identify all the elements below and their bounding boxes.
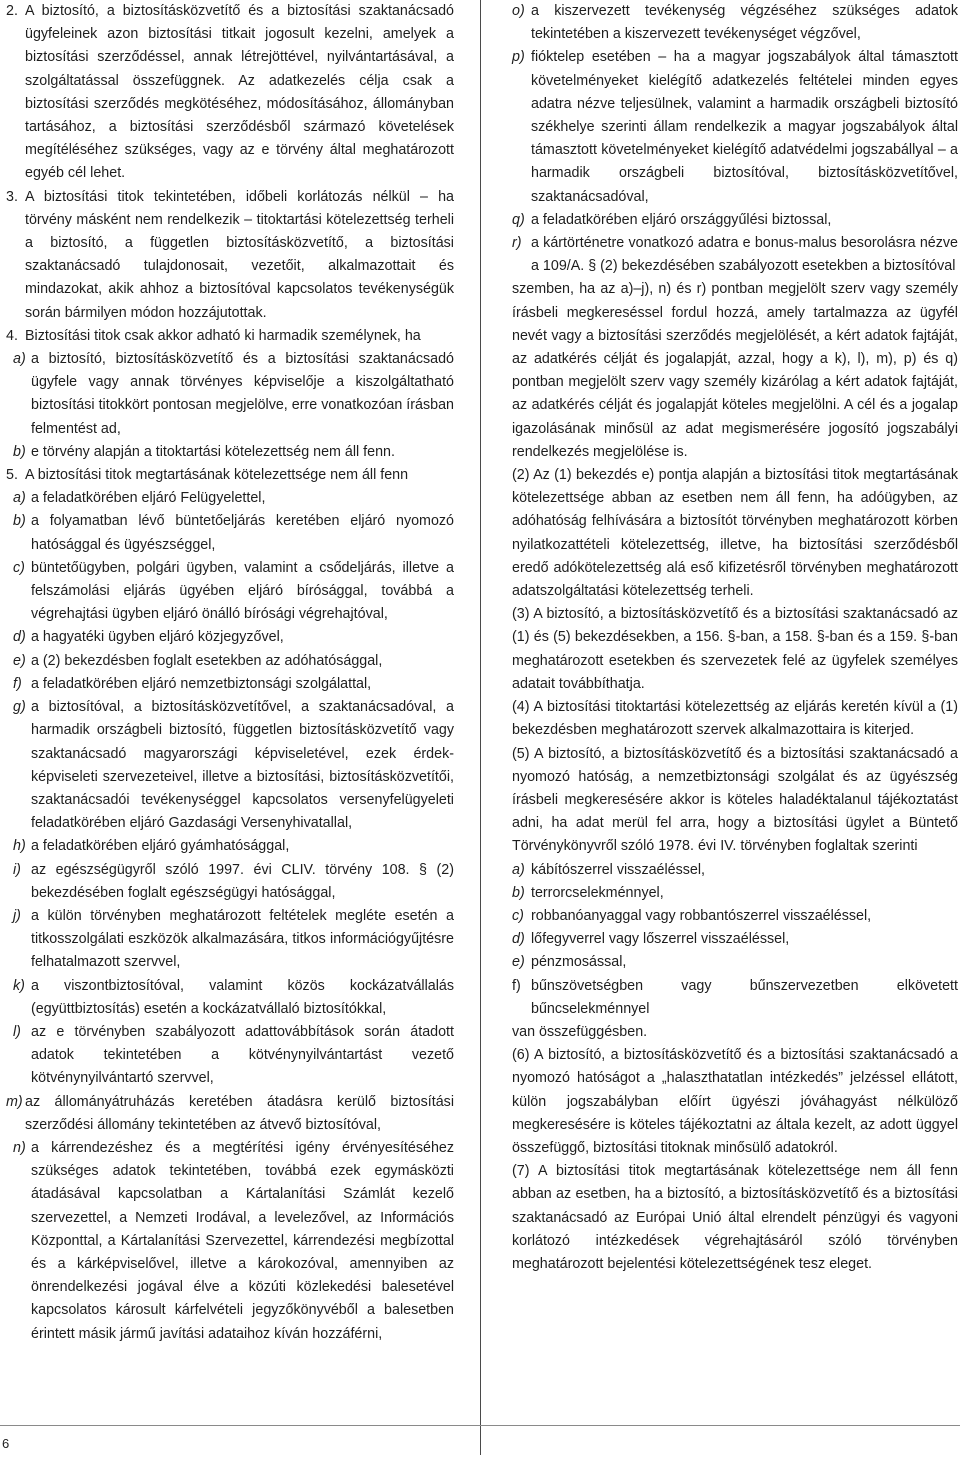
list-text: terrorcselekménnyel, [531, 884, 664, 901]
list-item [6, 859, 454, 905]
list-label: d) [13, 629, 26, 646]
list-label: r) [512, 235, 522, 252]
list-text: a viszontbiztosítóval, valamint közös kockázatvállalás (együttbiztosítás) esetén a kockázatvállaló biztosítókkal, [31, 977, 454, 1017]
list-label: h) [13, 838, 26, 855]
paragraph-2 [6, 0, 454, 186]
list-label: n) [13, 1139, 26, 1156]
paragraph-5 [6, 464, 454, 487]
list-text: e törvény alapján a titoktartási kötelezettség nem áll fenn. [31, 443, 395, 460]
list-text: fióktelep esetében – ha a magyar jogszabályok által támasztott követelményeket kielégítő adatkezelés feltételei minden egyes adatra nézve teljesülnek, valamint a harmadik országbeli biztosító székhelye szerinti állam rendelkezik a magyar jogszabályok által támasztott követelményeket kielégítő adatvédelmi jogszabállyal – a harmadik országbeli biztosítóval, biztosításközvetítővel, szaktanácsadóval, [531, 49, 958, 205]
list-item [6, 905, 454, 975]
list-item [512, 0, 958, 46]
paragraph-text: A biztosítási titok megtartásának kötelezettsége nem áll fenn [25, 467, 409, 484]
list-text: a hagyatéki ügyben eljáró közjegyzővel, [31, 629, 284, 646]
list-text: bűnszövetségben vagy bűnszervezetben elkövetett bűncselekménnyel [531, 977, 958, 1017]
list-label: a) [13, 351, 26, 368]
continuation-paragraph: szemben, ha az a)–j), n) és r) pontban megjelölt szerv vagy személy írásbeli megkereséssel fordul hozzá, amely tartalmazza az ügyfél nevét vagy a biztosítási szerződés megjelölését, a kért adatok fajtáját, az adatkérés célját és jogalapját, azzal, hogy a k), l), m), p) és q) pontban megjelölt szerv vagy személy kizárólag a kért adatok fajtáját, az adatkérés célját és jogalapját köteles megjelölni. A cél és a jogalap igazolásának minősül az adat megismerésére jogosító jogszabályi rendelkezés megjelölése is. [512, 281, 958, 460]
section-2: (2) Az (1) bekezdés e) pontja alapján a biztosítási titok megtartásának kötelezettsége abban az esetben nem áll fenn, ha adóügyben, az adóhatóság felhívására a biztosítót törvényben meghatározott körben nyilatkozattételi kötelezettség, illetve, ha biztosítási szerződésből eredő adókötelezettség alá eső kifizetésről törvényben meghatározott adatszolgáltatási kötelezettség terheli. [512, 467, 958, 600]
list-label: d) [512, 931, 525, 948]
list-text: lőfegyverrel vagy lőszerrel visszaéléssel, [531, 931, 790, 948]
list-text: a (2) bekezdésben foglalt esetekben az adóhatósággal, [31, 652, 383, 669]
list-text: kábítószerrel visszaéléssel, [531, 861, 706, 878]
list-item [512, 928, 958, 951]
list-item [6, 696, 454, 835]
list-item [6, 487, 454, 510]
paragraph-number: 2. [6, 3, 18, 19]
list-text: az állományátruházás keretében átadásra kerülő biztosítási szerződési állomány tekintetében az átvevő biztosítóval, [25, 1093, 454, 1133]
section-6: (6) A biztosító, a biztosításközvetítő és a biztosítási szaktanácsadó a nyomozó hatóságot a „halaszthatatlan intézkedés” jelzéssel ellátott, külön jogszabályban előírt ügyészi jóváhagyást nélkülöző megkeresésére is köteles tájékoztatni az általa kezelt, az adott üggyel összefüggő, biztosítási titoknak minősülő adatokról. [512, 1047, 958, 1156]
list-item [6, 1137, 454, 1346]
list-item [6, 348, 454, 441]
list-text: az e törvényben szabályozott adattovábbítások során átadott adatok tekintetében a kötvénynyilvántartást vezető kötvénynyilvántartó szervvel, [31, 1023, 454, 1087]
list-item [6, 1021, 454, 1091]
list-text: a feladatkörében eljáró nemzetbiztonsági szolgálattal, [31, 675, 372, 692]
list-item [512, 859, 958, 882]
list-label: a) [13, 490, 26, 507]
list-text: a feladatkörében eljáró gyámhatósággal, [31, 838, 290, 855]
list-text: a feladatkörében eljáró Felügyelettel, [31, 490, 266, 507]
list-item [6, 1091, 454, 1137]
list-label: g) [13, 699, 26, 716]
paragraph-3 [6, 186, 454, 325]
list-item [6, 835, 454, 858]
list-text: a kárrendezéshez és a megtérítési igény érvényesítéséhez szükséges adatok tekintetében, továbbá ezek egymásközti átadásával kapcsolatban a Kártalanítási Számlát kezelő szervezettel, a Nemzeti Irodával, a levelezővel, az Információs Központtal, a Kártalanítási Szervezettel, kárrendezési megbízottal és a kárképviselővel, illetve a károkozóval, amennyiben az önrendelkezési jogával élve a közúti közlekedési balesetével kapcsolatos károsult kárfelvételi jegyzőkönyvéből a balesetben érintett másik jármű javítási adataihoz kíván hozzáférni, [31, 1139, 454, 1342]
list-text: a biztosító, biztosításközvetítő és a biztosítási szaktanácsadó ügyfele vagy annak törvényes képviselője a kiszolgáltatható biztosítási titokkört pontosan megjelölve, erre vonatkozóan írásban felmentést ad, [31, 351, 454, 437]
paragraph-number: 5. [6, 467, 18, 484]
page-number: 6 [2, 1436, 10, 1451]
section-5-tail: van összefüggésben. [512, 1023, 648, 1040]
list-item [512, 882, 958, 905]
list-item [512, 951, 958, 974]
list-label: o) [512, 3, 525, 19]
paragraph-text: Biztosítási titok csak akkor adható ki harmadik személynek, ha [25, 327, 421, 344]
list-text: a folyamatban lévő büntetőeljárás keretében eljáró nyomozó hatósággal és ügyészséggel, [31, 513, 454, 553]
list-label: p) [512, 49, 525, 66]
paragraph-4 [6, 325, 454, 348]
paragraph-number: 3. [6, 188, 18, 205]
list-text: robbanóanyaggal vagy robbantószerrel visszaéléssel, [531, 907, 872, 924]
list-label: f) [13, 675, 22, 692]
list-text: a külön törvényben meghatározott feltételek megléte esetén a titkosszolgálati eszközök alkalmazására, titkos információgyűjtésre felhatalmazott szervvel, [31, 907, 454, 971]
right-column [512, 0, 958, 1276]
list-text: az egészségügyről szóló 1997. évi CLIV. törvény 108. § (2) bekezdésében foglalt egészségügyi hatósággal, [31, 861, 454, 901]
list-text: a kártörténetre vonatkozó adatra e bonus-malus besorolásra nézve a 109/A. § (2) bekezdésében szabályozott esetekben a biztosítóval [531, 235, 958, 275]
list-item [6, 650, 454, 673]
list-label: f) [512, 977, 521, 994]
list-label: e) [13, 652, 26, 669]
list-text: a feladatkörében eljáró országgyűlési biztossal, [531, 211, 832, 228]
list-label: i) [13, 861, 21, 878]
footer-rule [0, 1425, 960, 1426]
list-item [6, 975, 454, 1021]
section-5: (5) A biztosító, a biztosításközvetítő és a biztosítási szaktanácsadó a nyomozó hatóság, a nemzetbiztonsági szolgálat és az ügyészség írásbeli megkeresésére akkor is köteles haladéktalanul tájékoztatást adni, ha adat merül fel arra, hogy a biztosítási ügylet a Büntető Törvénykönyvről szóló 1978. évi IV. törvényben foglaltak szerinti [512, 745, 958, 855]
list-label: e) [512, 954, 525, 971]
list-text: pénzmosással, [531, 954, 627, 971]
list-item [512, 209, 958, 232]
list-label: l) [13, 1023, 21, 1040]
list-label: b) [13, 443, 26, 460]
left-column [6, 0, 454, 1346]
list-item [6, 557, 454, 627]
list-label: b) [512, 884, 525, 901]
list-text: a biztosítóval, a biztosításközvetítővel, a szaktanácsadóval, a harmadik országbeli biztosító, független biztosításközvetítő vagy szaktanácsadó magyarországi képviseletével, ezek érdek-képviseleti szervezeteivel, illetve a biztosítási, biztosításközvetítői, szaktanácsadói tevékenységgel kapcsolatos versenyfelügyeleti feladatkörében eljáró Gazdasági Versenyhivatallal, [31, 699, 454, 832]
column-divider [480, 0, 481, 1455]
list-item [6, 510, 454, 556]
list-item [6, 626, 454, 649]
list-label: b) [13, 513, 26, 530]
list-label: a) [512, 861, 525, 878]
paragraph-number: 4. [6, 327, 18, 344]
section-4: (4) A biztosítási titoktartási kötelezettség az eljárás keretén kívül a (1) bekezdésben meghatározott szervek alkalmazottaira is kiterjed. [512, 699, 958, 739]
list-item [512, 975, 958, 1021]
list-item [512, 905, 958, 928]
list-label: j) [13, 907, 21, 924]
paragraph-text: A biztosítási titok tekintetében, időbeli korlátozás nélkül – ha törvény másként nem rendelkezik – titoktartási kötelezettség terheli a biztosító, a független biztosításközvetítő, a biztosítási szaktanácsadó tulajdonosait, vezetőit, alkalmazottait és mindazokat, akik ahhoz a biztosítóval kapcsolatos tevékenységük során bármilyen módon hozzájutottak. [25, 188, 454, 321]
section-3: (3) A biztosító, a biztosításközvetítő és a biztosítási szaktanácsadó az (1) és (5) bekezdésekben, a 156. §-ban, a 158. §-ban és a 159. §-ban meghatározott esetekben és szervezetek felé az ügyfelek személyes adatait továbbíthatja. [512, 606, 958, 692]
section-7: (7) A biztosítási titok megtartásának kötelezettsége nem áll fenn abban az esetben, ha a biztosító, a biztosításközvetítő és a biztosítási szaktanácsadó az Európai Unió által elrendelt pénzügyi és vagyoni korlátozó intézkedések végrehajtásáról szóló törvényben meghatározott bejelentési kötelezettségének tesz eleget. [512, 1163, 958, 1272]
list-label: c) [13, 559, 25, 576]
list-label: q) [512, 211, 525, 228]
list-text: büntetőügyben, polgári ügyben, valamint a csődeljárás, illetve a felszámolási eljárás ügyében eljáró bírósággal, továbbá a végrehajtási ügyben eljáró önálló bírósági végrehajtóval, [31, 559, 454, 623]
list-text: a kiszervezett tevékenység végzéséhez szükséges adatok tekintetében a kiszervezett tevékenységet végzővel, [531, 3, 958, 43]
list-item [512, 232, 958, 278]
list-item [6, 441, 454, 464]
list-label: k) [13, 977, 25, 994]
list-item [512, 46, 958, 208]
paragraph-text: A biztosító, a biztosításközvetítő és a biztosítási szaktanácsadó ügyfeleinek azon biztosítási titkait jogosult kezelni, amelyek a biztosítási szerződéssel, annak létrejöttével, nyilvántartásával, a szolgáltatással összefüggnek. Az adatkezelés célja csak a biztosítási szerződés megkötéséhez, módosításához, állományban tartásához, a biztosítási szerződésből származó követelések megítéléséhez szükséges, vagy az e törvény által meghatározott egyéb cél lehet. [25, 3, 454, 182]
list-label: m) [6, 1093, 23, 1110]
list-item [6, 673, 454, 696]
list-label: c) [512, 907, 524, 924]
